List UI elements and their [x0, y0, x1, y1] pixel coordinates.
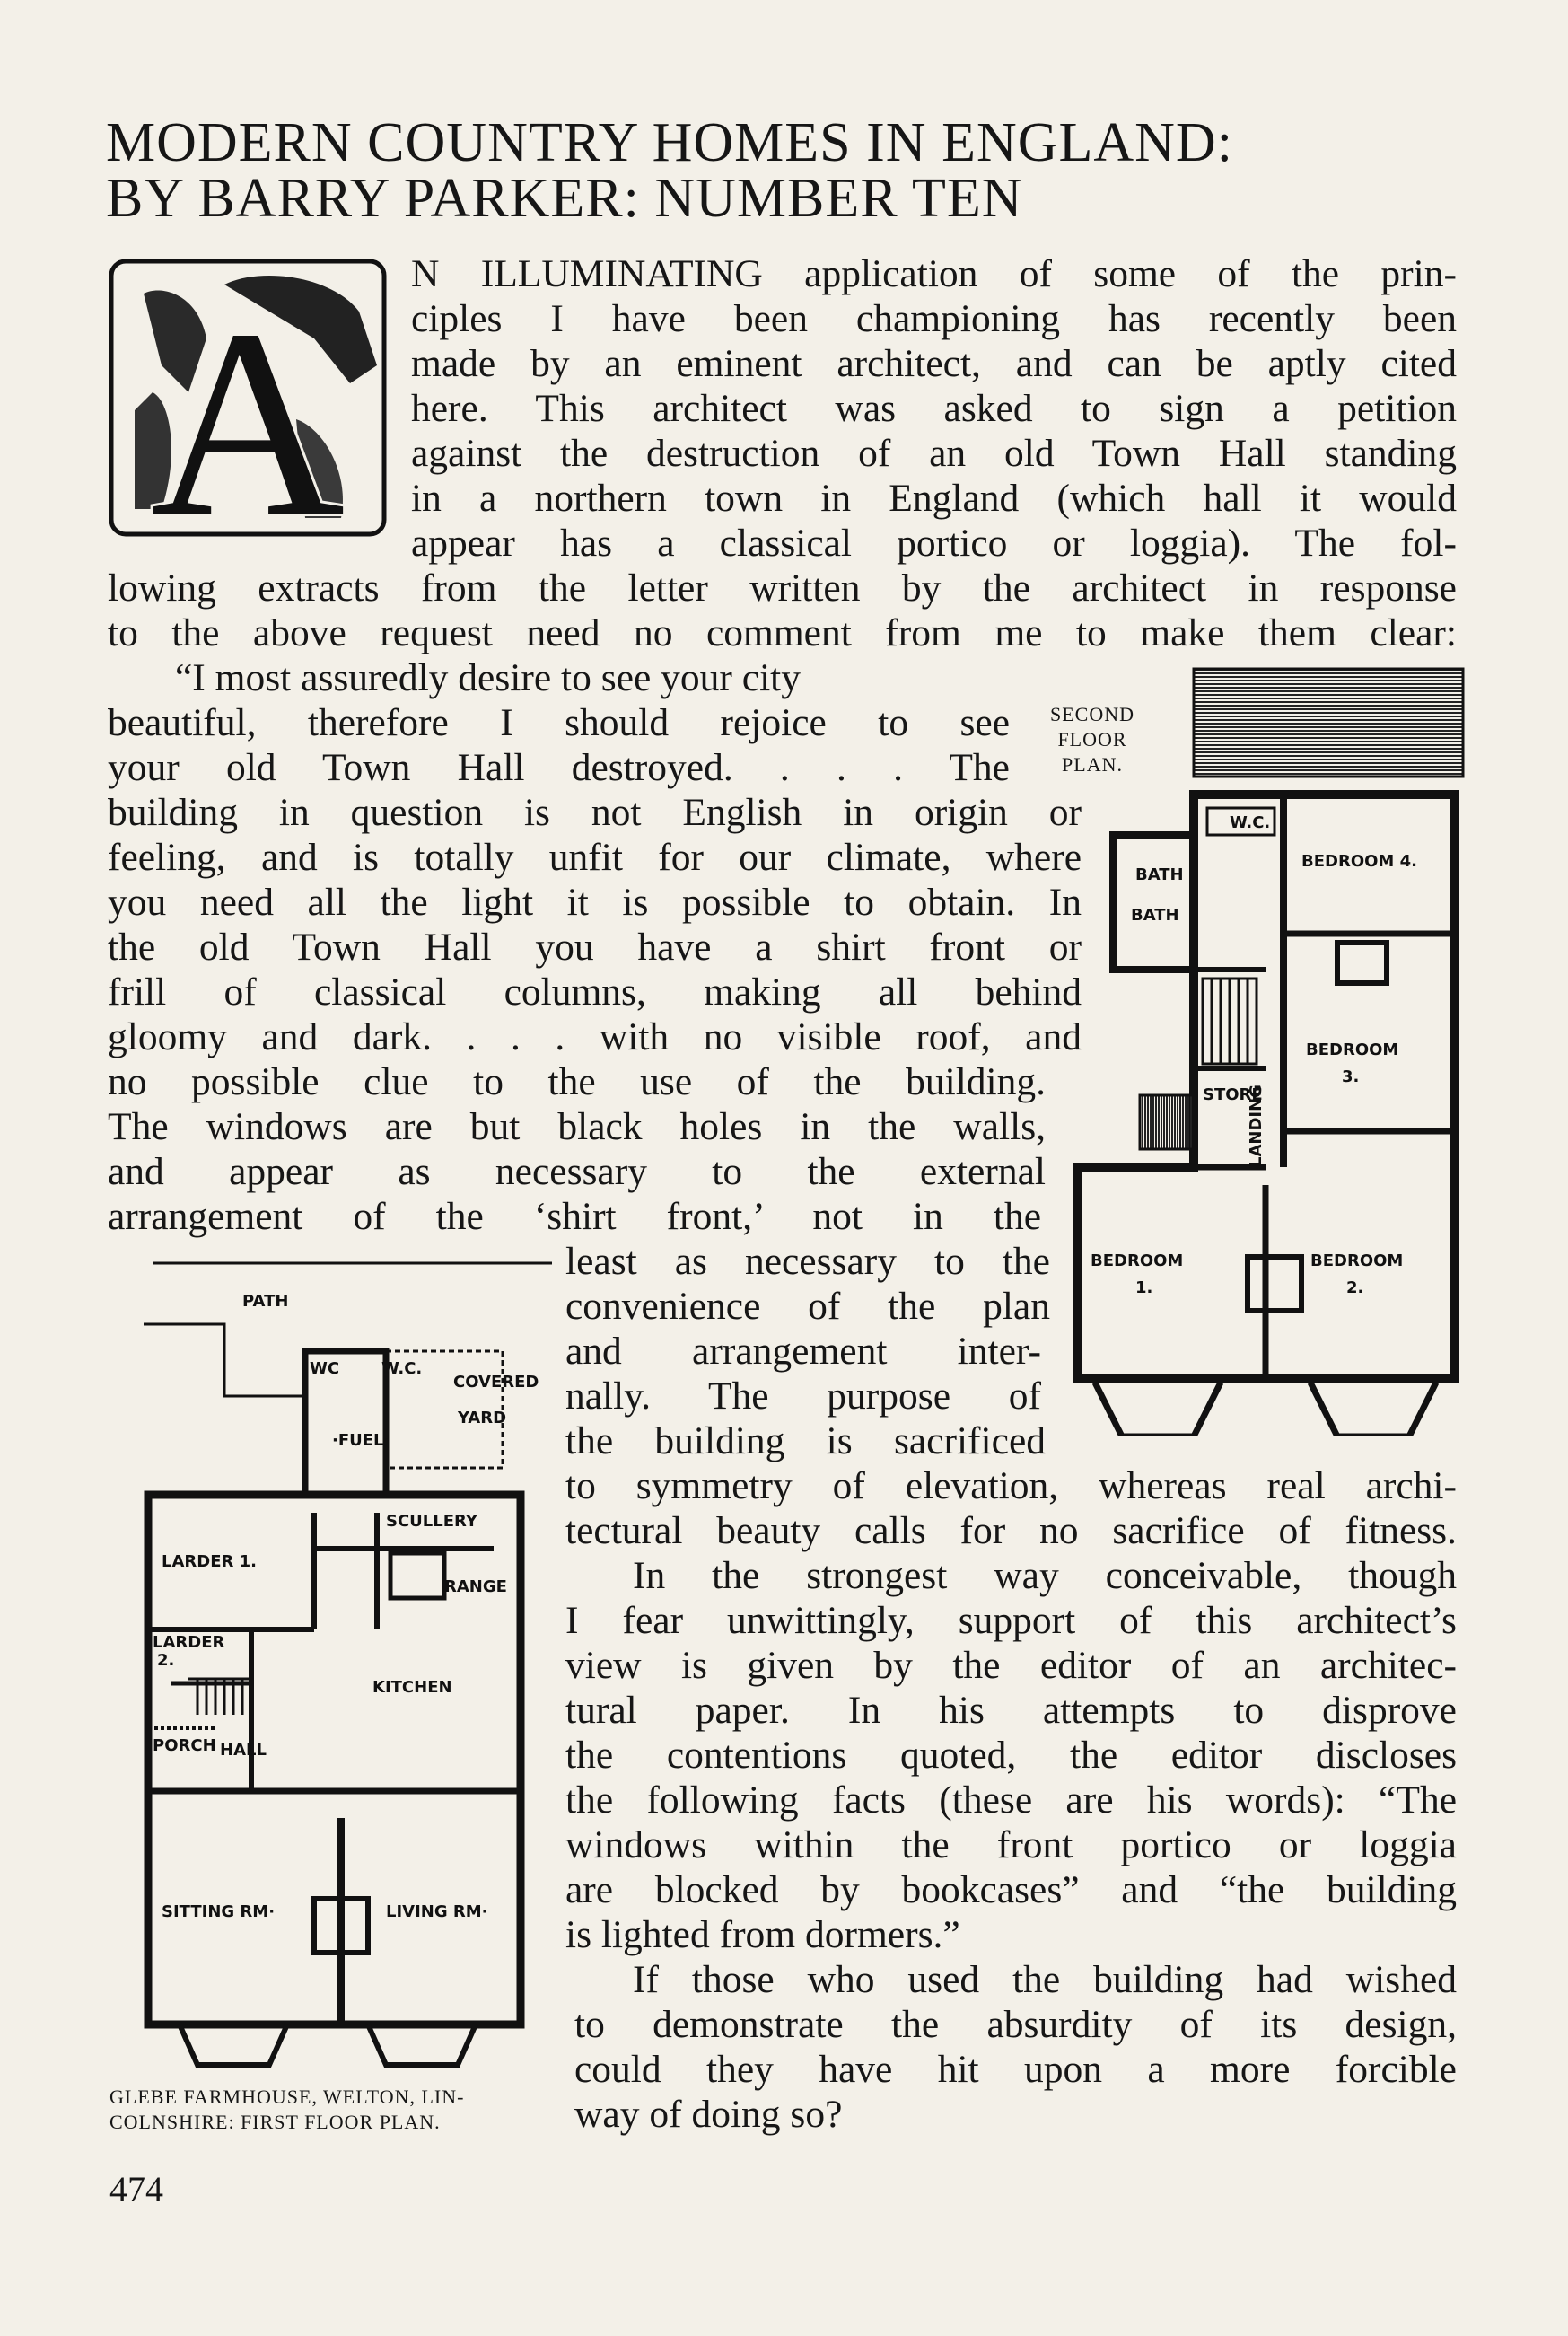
- text-line: to symmetry of elevation, whereas real archi-: [565, 1464, 1457, 1507]
- text-line: view is given by the editor of an architec-: [565, 1644, 1457, 1687]
- text-line: tectural beauty calls for no sacrifice of fitness.: [565, 1509, 1457, 1552]
- text-line: In the strongest way conceivable, though: [633, 1554, 1457, 1597]
- first-floor-plan: [135, 1252, 556, 2074]
- plan-label: LARDER: [153, 1633, 225, 1652]
- text-line: here. This architect was asked to sign a petition: [411, 387, 1457, 430]
- text-line: N ILLUMINATING application of some of the prin-: [411, 252, 1457, 295]
- text-line: arrangement of the ‘shirt front,’ not in the: [108, 1195, 1041, 1238]
- text-line: least as necessary to the: [565, 1240, 1050, 1283]
- text-line: appear has a classical portico or loggia). The fol-: [411, 522, 1457, 565]
- plan-label: 2.: [1346, 1278, 1364, 1297]
- text-line: nally. The purpose of: [565, 1374, 1041, 1418]
- plan-label: HALL: [220, 1741, 267, 1760]
- paragraph-3: [574, 1957, 1457, 2137]
- text-line: could they have hit upon a more forcible: [574, 2048, 1457, 2091]
- title-line-1: MODERN COUNTRY HOMES IN ENGLAND:: [106, 112, 1233, 173]
- plan-label: LIVING RM·: [386, 1902, 488, 1921]
- text-line: against the destruction of an old Town Hall standing: [411, 432, 1457, 475]
- middle-text-wide: [565, 1463, 1457, 1553]
- text-line: no possible clue to the use of the building.: [108, 1060, 1046, 1103]
- plan-label: ·FUEL·: [332, 1431, 390, 1450]
- text-line: The windows are but black holes in the walls,: [108, 1105, 1046, 1148]
- roof-hatch: [1194, 669, 1463, 777]
- plan-label: BEDROOM: [1091, 1251, 1184, 1270]
- text-line: convenience of the plan: [565, 1285, 1050, 1328]
- text-line: to demonstrate the absurdity of its design,: [574, 2003, 1457, 2046]
- text-line: lowing extracts from the letter written by the architect in response: [108, 566, 1457, 610]
- title-line-2: BY BARRY PARKER: NUMBER TEN: [106, 168, 1023, 229]
- intro-paragraph-bottom: [108, 566, 1457, 655]
- plan-label: SCULLERY: [386, 1512, 477, 1531]
- text-line: the contentions quoted, the editor discloses: [565, 1734, 1457, 1777]
- caption-line: GLEBE FARMHOUSE, WELTON, LIN-: [109, 2086, 465, 2108]
- text-line: in a northern town in England (which hall it would: [411, 477, 1457, 520]
- text-line: windows within the front portico or loggia: [565, 1823, 1457, 1866]
- intro-paragraph-top: [411, 251, 1457, 566]
- caption-line: FLOOR: [1057, 728, 1127, 751]
- drop-cap-illustration: [108, 258, 388, 538]
- text-line: the building is sacrificed: [565, 1419, 1046, 1462]
- plan-label: 1.: [1135, 1278, 1153, 1297]
- plan-label: 3.: [1342, 1067, 1360, 1086]
- caption-line: PLAN.: [1062, 753, 1123, 776]
- plan-label: PORCH: [153, 1736, 216, 1755]
- text-line: you need all the light it is possible to obtain. In: [108, 881, 1082, 924]
- text-line: is lighted from dormers.”: [565, 1913, 960, 1956]
- text-line: beautiful, therefore I should rejoice to see: [108, 701, 1010, 744]
- page-number: 474: [109, 2169, 163, 2209]
- plan-label: 2.: [157, 1651, 175, 1670]
- outer-wall: [148, 1495, 521, 2024]
- text-line: frill of classical columns, making all behind: [108, 970, 1082, 1014]
- plan-label: BEDROOM: [1306, 1041, 1399, 1059]
- first-floor-plan-caption: [109, 2085, 567, 2135]
- caption-line: COLNSHIRE: FIRST FLOOR PLAN.: [109, 2111, 441, 2133]
- plan-label: STORE: [1203, 1085, 1263, 1104]
- text-line: the old Town Hall you have a shirt front or: [108, 926, 1082, 969]
- text-line: feeling, and is totally unfit for our climate, where: [108, 836, 1082, 879]
- plan-label: W.C.: [381, 1359, 423, 1378]
- plan-label: WC: [310, 1359, 340, 1378]
- text-line: the following facts (these are his words): “The: [565, 1778, 1457, 1822]
- text-line: made by an eminent architect, and can be aptly cited: [411, 342, 1457, 385]
- middle-text-narrow: [565, 1239, 1050, 1463]
- plan-label: YARD: [458, 1409, 507, 1427]
- page-title: [106, 112, 1470, 229]
- text-line: and appear as necessary to the external: [108, 1150, 1046, 1193]
- plan-label: BATH: [1135, 865, 1184, 884]
- plan-label: BATH: [1131, 906, 1179, 925]
- text-line: to the above request need no comment from me to make them clear:: [108, 611, 1457, 654]
- plan-label: BEDROOM: [1310, 1251, 1404, 1270]
- plan-label: PATH: [242, 1292, 289, 1311]
- plan-label: BEDROOM 4.: [1301, 852, 1417, 871]
- text-line: your old Town Hall destroyed. . . . The: [108, 746, 1010, 789]
- plan-label: COVERED: [453, 1373, 539, 1392]
- text-line: ciples I have been championing has recently been: [411, 297, 1457, 340]
- text-line: I fear unwittingly, support of this architect’s: [565, 1599, 1457, 1642]
- text-line: are blocked by bookcases” and “the building: [565, 1868, 1457, 1911]
- plan-label: W.C.: [1230, 813, 1271, 832]
- plan-label: KITCHEN: [372, 1678, 452, 1697]
- text-line: tural paper. In his attempts to disprove: [565, 1689, 1457, 1732]
- drop-cap-letter: A: [150, 274, 346, 538]
- plan-label: LANDING: [1247, 1085, 1266, 1167]
- plan-label: SITTING RM·: [162, 1902, 276, 1921]
- text-line: “I most assuredly desire to see your city: [175, 656, 802, 699]
- second-floor-plan: [1050, 664, 1472, 1436]
- text-line: way of doing so?: [574, 2093, 843, 2136]
- caption-line: SECOND: [1050, 703, 1135, 725]
- text-line: If those who used the building had wished: [633, 1958, 1457, 2001]
- quote-paragraph: [108, 655, 1082, 1239]
- plan-label: RANGE: [444, 1577, 507, 1596]
- paragraph-2: [565, 1553, 1457, 1957]
- text-line: and arrangement inter-: [565, 1330, 1041, 1373]
- text-line: building in question is not English in origin or: [108, 791, 1082, 834]
- plan-label: LARDER 1.: [162, 1552, 257, 1571]
- text-line: gloomy and dark. . . . with no visible roof, and: [108, 1015, 1082, 1058]
